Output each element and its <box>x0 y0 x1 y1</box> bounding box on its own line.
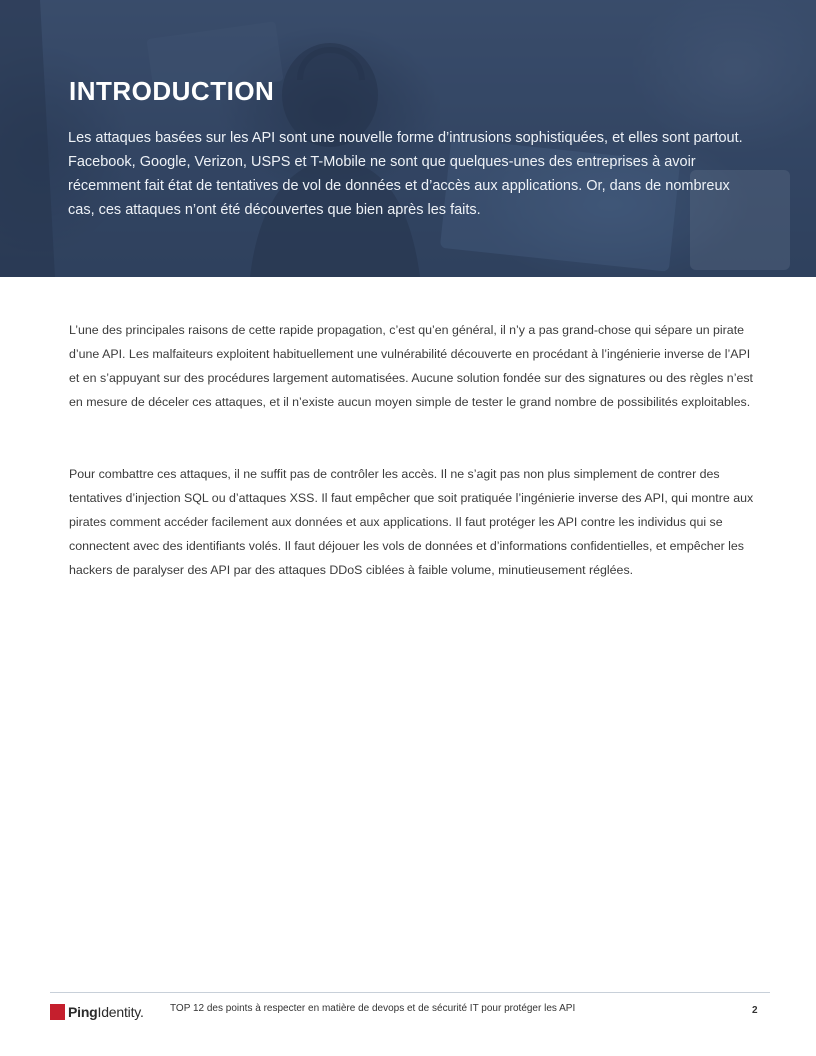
ping-identity-logo <box>50 1003 144 1021</box>
footer-divider <box>50 992 770 993</box>
body-paragraph-1: L’une des principales raisons de cette rapide propagation, c’est qu’en général, il n’y a pas grand-chose qui sépare un pirate d’une API. Les malfaiteurs exploitent habituellement une vulnérabilité découverte en procédant à l’ingénierie inverse de l’API et en s’appuyant sur des procédures largement automatisées. Aucune solution fondée sur des signatures ou des règles n’est en mesure de déceler ces attaques, et il n’existe aucun moyen simple de tester le grand nombre de possibilités exploitables. <box>69 323 753 409</box>
logo-text-bold: Ping <box>68 1004 98 1020</box>
body-paragraph-2: Pour combattre ces attaques, il ne suffit pas de contrôler les accès. Il ne s’agit pas non plus simplement de contrer des tentatives d’injection SQL ou d’attaques XSS. Il faut empêcher que soit pratiquée l’ingénierie inverse des API, qui montre aux pirates comment accéder facilement aux données et aux applications. Il faut protéger les API contre les individus qui se connectent avec des identifiants volés. Il faut déjouer les vols de données et d’informations confidentielles, et empêcher les hackers de paralyser des API par des attaques DDoS ciblées à faible volume, minutieusement réglées. <box>69 467 754 577</box>
page-title: INTRODUCTION <box>69 76 275 106</box>
logo-text-light: Identity. <box>97 1004 144 1020</box>
intro-text: Les attaques basées sur les API sont une nouvelle forme d’intrusions sophistiquées, et elles sont partout. Facebook, Google, Verizon, USPS et T-Mobile ne sont que quelques-unes des entreprises à avoir récemment fait état de tentatives de vol de données et d’accès aux applications. Or, dans de nombreux cas, ces attaques n’ont été découvertes que bien après les faits. <box>68 130 743 218</box>
footer-document-title: TOP 12 des points à respecter en matière de devops et de sécurité IT pour protéger les API <box>170 1003 576 1014</box>
header-banner <box>0 0 816 277</box>
logo-mark-icon <box>50 1004 65 1020</box>
page-number: 2 <box>752 1005 758 1016</box>
